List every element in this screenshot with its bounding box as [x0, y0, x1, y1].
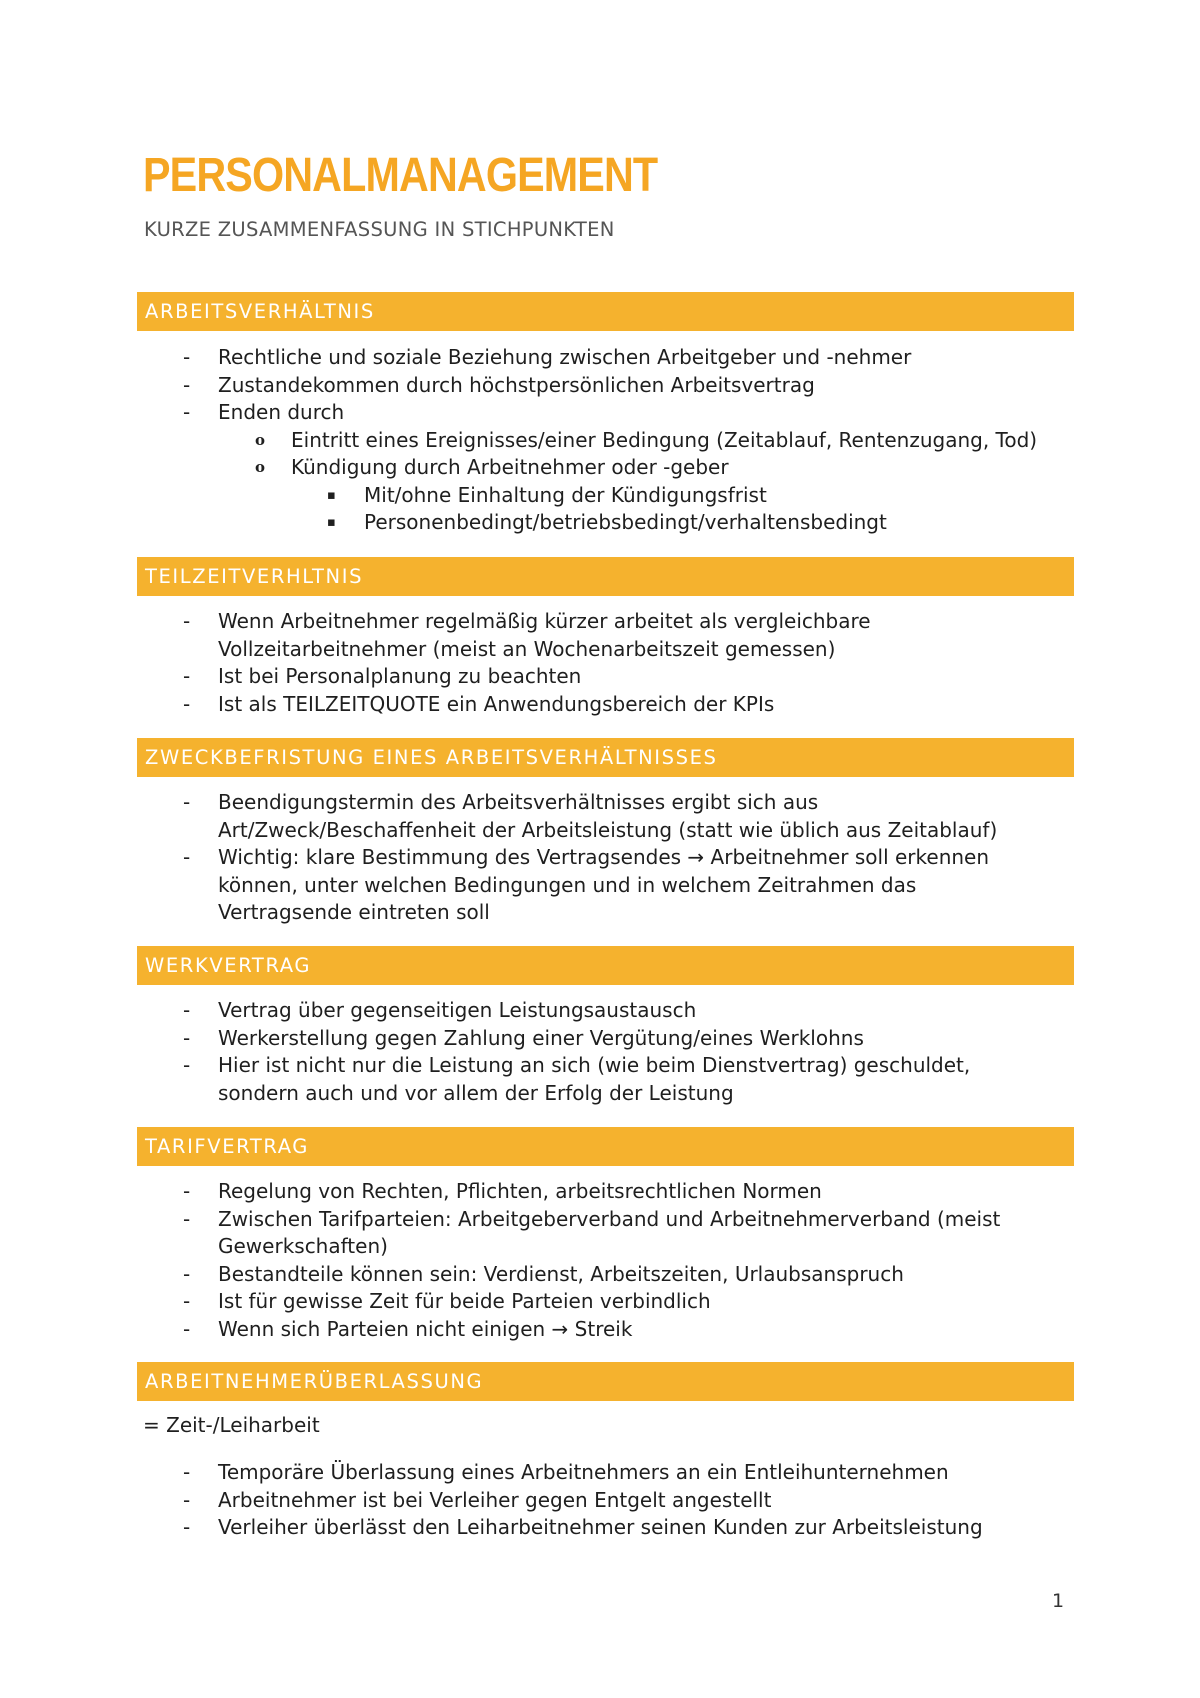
- list-item: - Rechtliche und soziale Beziehung zwischen Arbeitgeber und -nehmer: [0, 344, 1037, 372]
- list-item: - Bestandteile können sein: Verdienst, Arbeitszeiten, Urlaubsanspruch: [0, 1261, 1000, 1289]
- dash-bullet: -: [183, 845, 191, 869]
- sub-sub-list-item: ▪ Mit/ohne Einhaltung der Kündigungsfrist: [0, 482, 1037, 510]
- list-item: - Hier ist nicht nur die Leistung an sich (wie beim Dienstvertrag) geschuldet, sondern auch und vor allem der Erfolg der Leistung: [183, 1053, 971, 1105]
- sub-list-item: o Kündigung durch Arbeitnehmer oder -geber: [0, 454, 1037, 482]
- section-intro-text: = Zeit-/Leiharbeit: [143, 1413, 320, 1437]
- dash-bullet: -: [183, 372, 191, 397]
- list-item: - Temporäre Überlassung eines Arbeitnehmers an ein Entleihunternehmen: [0, 1459, 983, 1487]
- section-heading-teilzeitverhaeltnis: TEILZEITVERHLTNIS: [137, 557, 1074, 596]
- page-number: 1: [1052, 1590, 1065, 1612]
- dash-bullet: -: [183, 998, 191, 1022]
- square-bullet-icon: ▪: [327, 487, 336, 503]
- section-list-arbeitsverhaeltnis: [0, 344, 1037, 537]
- list-item: - Ist als TEILZEITQUOTE ein Anwendungsbereich der KPIs: [0, 691, 871, 719]
- list-item: - Zustandekommen durch höchstpersönlichen Arbeitsvertrag: [0, 372, 1037, 400]
- list-item: - Enden durch: [0, 399, 1037, 427]
- list-item: - Vertrag über gegenseitigen Leistungsaustausch: [0, 997, 970, 1025]
- sub-sub-list-item: ▪ Personenbedingt/betriebsbedingt/verhaltensbedingt: [0, 509, 1037, 537]
- section-list-zweckbefristung: [0, 789, 997, 927]
- list-item: - Ist für gewisse Zeit für beide Parteien verbindlich: [0, 1288, 1000, 1316]
- document-subtitle: KURZE ZUSAMMENFASSUNG IN STICHPUNKTEN: [144, 218, 615, 241]
- dash-bullet: -: [183, 400, 191, 424]
- document-title: PERSONALMANAGEMENT: [143, 149, 658, 202]
- dash-bullet: -: [183, 1261, 191, 1286]
- list-item: - Ist bei Personalplanung zu beachten: [0, 663, 871, 691]
- dash-bullet: -: [183, 1179, 191, 1203]
- dash-bullet: -: [183, 790, 191, 814]
- dash-bullet: -: [183, 345, 191, 369]
- dash-bullet: -: [183, 609, 191, 633]
- list-item: - Zwischen Tarifparteien: Arbeitgeberverband und Arbeitnehmerverband (meist Gewerkschaften): [183, 1206, 1001, 1258]
- dash-bullet: -: [183, 691, 191, 716]
- dash-bullet: -: [183, 664, 191, 688]
- dash-bullet: -: [183, 1053, 191, 1077]
- list-item: - Werkerstellung gegen Zahlung einer Vergütung/eines Werklohns: [0, 1025, 970, 1053]
- dash-bullet: -: [183, 1316, 191, 1341]
- dash-bullet: -: [183, 1515, 191, 1539]
- dash-bullet: -: [183, 1487, 191, 1512]
- circle-bullet: o: [255, 458, 266, 476]
- section-heading-zweckbefristung: ZWECKBEFRISTUNG EINES ARBEITSVERHÄLTNISSES: [137, 738, 1074, 777]
- dash-bullet: -: [183, 1460, 191, 1484]
- list-item: - Wichtig: klare Bestimmung des Vertragsendes → Arbeitnehmer soll erkennen können, unter welchen Bedingungen und in welchem Zeitrahmen das Vertragsende eintreten soll: [183, 845, 990, 924]
- section-heading-tarifvertrag: TARIFVERTRAG: [137, 1127, 1074, 1166]
- square-bullet-icon: ▪: [327, 515, 336, 530]
- list-item: - Arbeitnehmer ist bei Verleiher gegen Entgelt angestellt: [0, 1487, 983, 1515]
- dash-bullet: -: [183, 1025, 191, 1050]
- section-list-arbeitnehmerueberlassung: [0, 1459, 983, 1542]
- section-list-teilzeitverhaeltnis: [0, 608, 871, 718]
- list-item: - Beendigungstermin des Arbeitsverhältnisses ergibt sich aus Art/Zweck/Beschaffenheit der Arbeitsleistung (statt wie üblich aus Zeitablauf): [183, 790, 998, 842]
- circle-bullet: o: [255, 430, 266, 449]
- list-item: - Wenn Arbeitnehmer regelmäßig kürzer arbeitet als vergleichbare Vollzeitarbeitnehmer (meist an Wochenarbeitszeit gemessen): [183, 609, 871, 661]
- sub-list-item: o Eintritt eines Ereignisses/einer Bedingung (Zeitablauf, Rentenzugang, Tod): [0, 427, 1037, 455]
- list-item: - Wenn sich Parteien nicht einigen → Streik: [0, 1316, 1000, 1344]
- dash-bullet: -: [183, 1289, 191, 1313]
- section-heading-arbeitsverhaeltnis: ARBEITSVERHÄLTNIS: [137, 292, 1074, 331]
- section-heading-werkvertrag: WERKVERTRAG: [137, 946, 1074, 985]
- list-item: - Regelung von Rechten, Pflichten, arbeitsrechtlichen Normen: [0, 1178, 1000, 1206]
- section-heading-arbeitnehmerueberlassung: ARBEITNEHMERÜBERLASSUNG: [137, 1362, 1074, 1401]
- section-list-werkvertrag: [0, 997, 970, 1107]
- section-list-tarifvertrag: [0, 1178, 1000, 1343]
- dash-bullet: -: [183, 1206, 191, 1231]
- list-item: - Verleiher überlässt den Leiharbeitnehmer seinen Kunden zur Arbeitsleistung: [0, 1514, 983, 1542]
